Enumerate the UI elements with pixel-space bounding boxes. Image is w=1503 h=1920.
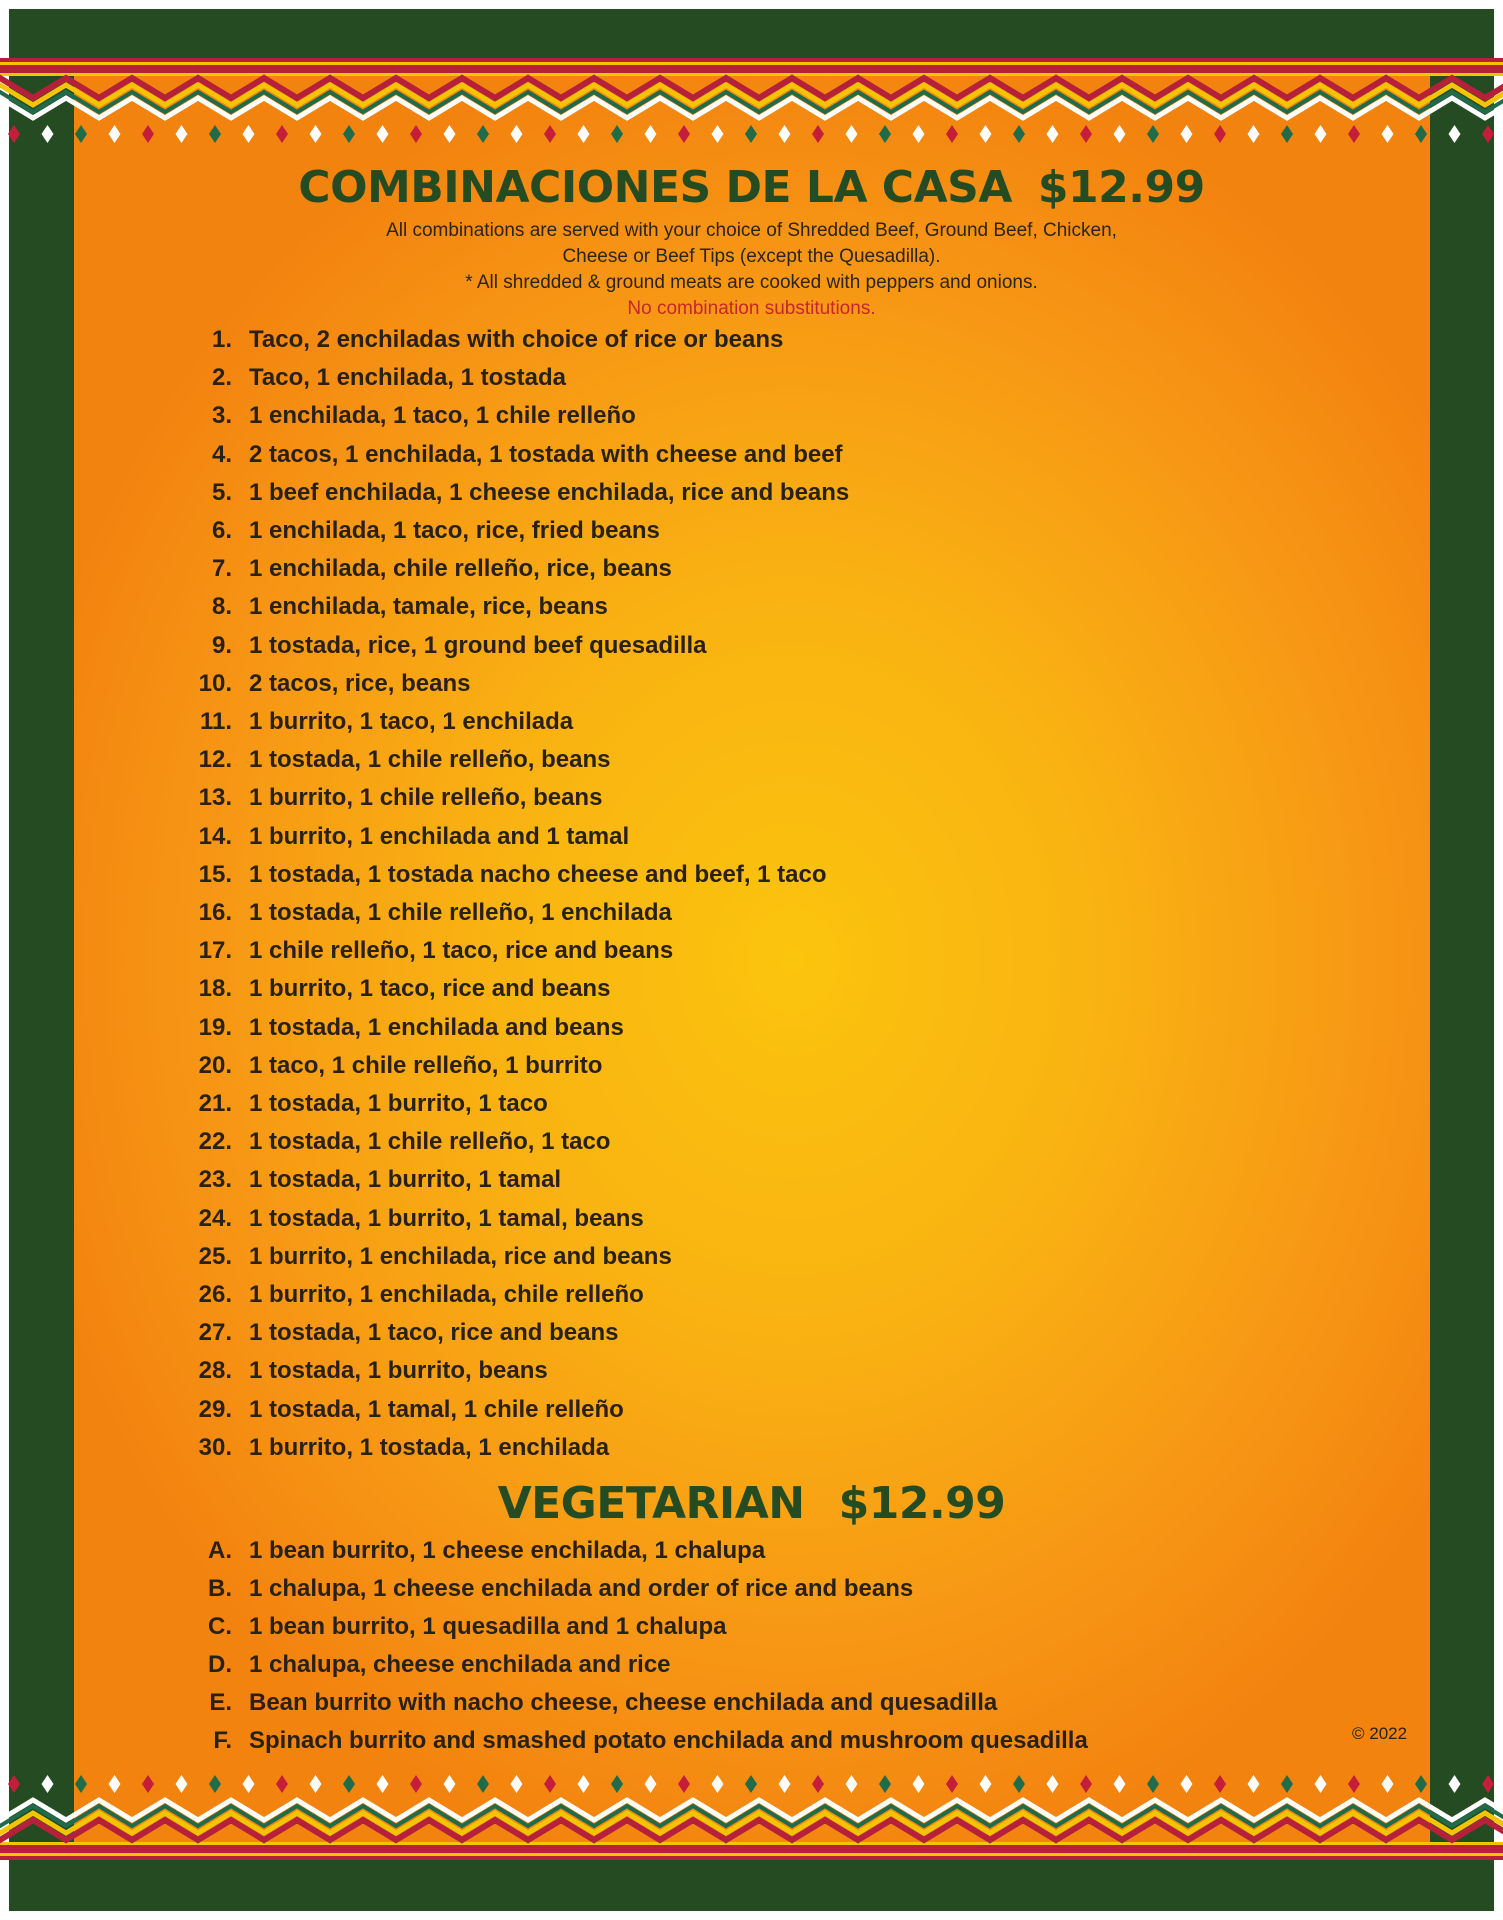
diamond-ornament: [745, 125, 757, 143]
combo-description: 1 burrito, 1 tostada, 1 enchilada: [249, 1433, 610, 1461]
combo-number: 24.: [198, 1204, 232, 1232]
combo-number: 7.: [211, 555, 232, 583]
vegetarian-description: 1 chalupa, cheese enchilada and rice: [249, 1651, 671, 1678]
combo-number: 23.: [198, 1166, 232, 1194]
title-text: COMBINACIONES DE LA CASA: [298, 162, 1012, 213]
diamond-ornament: [1248, 1775, 1260, 1793]
zigzag-line: [0, 78, 1503, 98]
intro-line: All combinations are served with your choice of Shredded Beef, Ground Beef, Chicken,: [386, 220, 1117, 241]
vegetarian-description: 1 bean burrito, 1 cheese enchilada, 1 chalupa: [249, 1537, 766, 1564]
diamond-ornament: [343, 125, 355, 143]
diamond-ornament: [1449, 125, 1461, 143]
diamond-ornament: [109, 1775, 121, 1793]
combo-number: 22.: [198, 1128, 232, 1156]
combo-description: 1 tostada, 1 tamal, 1 chile relleño: [249, 1395, 624, 1423]
combo-description: 1 burrito, 1 chile relleño, beans: [249, 784, 603, 812]
diamond-ornament: [8, 125, 20, 143]
diamond-ornament: [511, 1775, 523, 1793]
diamond-ornament: [1348, 125, 1360, 143]
diamond-ornament: [142, 125, 154, 143]
diamond-ornament: [276, 1775, 288, 1793]
border-stripe: [0, 62, 1503, 65]
vegetarian-description: 1 chalupa, 1 cheese enchilada and order of rice and beans: [249, 1575, 914, 1602]
diamond-ornament: [209, 125, 221, 143]
diamond-ornament: [1382, 1775, 1394, 1793]
combo-number: 2.: [211, 364, 232, 392]
combo-item: [0, 552, 1200, 586]
combo-item: [0, 1278, 1200, 1312]
combo-item: [0, 743, 1200, 777]
diamond-ornament: [611, 125, 623, 143]
diamond-ornament: [310, 125, 322, 143]
diamond-ornament: [1047, 125, 1059, 143]
combo-description: 1 taco, 1 chile relleño, 1 burrito: [249, 1051, 603, 1079]
diamond-ornament: [812, 1775, 824, 1793]
vegetarian-letter: E.: [209, 1689, 232, 1716]
combo-number: 18.: [198, 975, 232, 1003]
combo-number: 29.: [198, 1395, 232, 1423]
combo-item: [0, 1011, 1200, 1045]
border-stripe: [0, 1845, 1503, 1853]
diamond-ornament: [142, 1775, 154, 1793]
combo-number: 20.: [198, 1051, 232, 1079]
diamond-ornament: [779, 125, 791, 143]
diamond-ornament: [444, 125, 456, 143]
diamond-ornament: [1214, 125, 1226, 143]
combo-description: 1 beef enchilada, 1 cheese enchilada, rice and beans: [249, 478, 850, 506]
combo-item: [0, 705, 1200, 739]
combo-description: 1 burrito, 1 taco, 1 enchilada: [249, 708, 574, 735]
intro-text: [0, 218, 1503, 322]
diamond-ornament: [1114, 1775, 1126, 1793]
diamond-ornament: [410, 1775, 422, 1793]
vegetarian-price: $12.99: [838, 1478, 1006, 1529]
diamond-ornament: [1281, 1775, 1293, 1793]
combo-item: [0, 590, 1200, 624]
vegetarian-letter: B.: [208, 1575, 232, 1602]
combo-number: 26.: [198, 1281, 232, 1308]
vegetarian-letter: D.: [208, 1651, 232, 1678]
diamond-ornament: [745, 1775, 757, 1793]
combo-number: 10.: [198, 669, 232, 697]
combo-description: Taco, 1 enchilada, 1 tostada: [249, 364, 566, 392]
combo-description: 1 tostada, rice, 1 ground beef quesadilla: [249, 631, 707, 659]
diamond-ornament: [1080, 1775, 1092, 1793]
diamond-ornament: [645, 1775, 657, 1793]
border-stripe: [0, 1853, 1503, 1856]
diamond-ornament: [779, 1775, 791, 1793]
combo-item: [0, 514, 1200, 548]
diamond-ornament: [1248, 125, 1260, 143]
section-title-vegetarian: [0, 1478, 1503, 1529]
combo-number: 3.: [211, 402, 232, 430]
diamond-ornament: [1147, 125, 1159, 143]
vegetarian-letter: A.: [208, 1537, 232, 1564]
diamond-ornament: [846, 1775, 858, 1793]
combo-item: [0, 972, 1200, 1006]
combo-item: [0, 1163, 1200, 1197]
vegetarian-description: Spinach burrito and smashed potato enchilada and mushroom quesadilla: [249, 1727, 1088, 1754]
diamond-ornament: [879, 1775, 891, 1793]
diamond-ornament: [1181, 125, 1193, 143]
combo-description: 1 tostada, 1 chile relleño, 1 taco: [249, 1128, 611, 1156]
diamond-ornament: [209, 1775, 221, 1793]
combo-description: 1 burrito, 1 enchilada, chile relleño: [249, 1281, 644, 1308]
combo-item: [0, 820, 1200, 854]
combo-description: 1 tostada, 1 chile relleño, beans: [249, 746, 611, 774]
diamond-ornament: [343, 1775, 355, 1793]
combo-number: 9.: [211, 631, 232, 659]
diamond-ornament: [980, 1775, 992, 1793]
diamond-ornament: [75, 1775, 87, 1793]
diamond-ornament: [176, 1775, 188, 1793]
combo-number: 13.: [198, 784, 232, 812]
combo-number: 17.: [198, 937, 232, 965]
decorative-border-bottom: [0, 1768, 1503, 1860]
diamond-ornament: [544, 125, 556, 143]
diamond-ornament: [8, 1775, 20, 1793]
diamond-ornament: [678, 125, 690, 143]
diamond-ornament: [712, 1775, 724, 1793]
diamond-ornament: [477, 1775, 489, 1793]
vegetarian-item: [0, 1648, 1200, 1682]
combo-description: 1 tostada, 1 burrito, beans: [249, 1357, 548, 1385]
diamond-ornament: [879, 125, 891, 143]
combo-item: [0, 323, 1200, 357]
diamond-ornament: [243, 1775, 255, 1793]
border-stripe: [0, 65, 1503, 73]
diamond-ornament: [1080, 125, 1092, 143]
combo-number: 16.: [198, 899, 232, 926]
combo-item: [0, 781, 1200, 815]
diamond-ornament: [1114, 125, 1126, 143]
combo-item: [0, 361, 1200, 395]
diamond-ornament: [611, 1775, 623, 1793]
combo-item: [0, 629, 1200, 663]
combo-number: 21.: [198, 1090, 232, 1117]
combo-description: 1 tostada, 1 burrito, 1 tamal, beans: [249, 1204, 644, 1232]
diamond-ornament: [645, 125, 657, 143]
diamond-ornament: [846, 125, 858, 143]
combo-number: 4.: [211, 440, 232, 468]
combo-item: [0, 1202, 1200, 1236]
combo-number: 8.: [211, 593, 232, 621]
combo-item: [0, 1125, 1200, 1159]
diamond-ornament: [1449, 1775, 1461, 1793]
diamond-ornament: [1281, 125, 1293, 143]
combo-description: 1 chile relleño, 1 taco, rice and beans: [249, 937, 674, 965]
combo-description: 1 tostada, 1 burrito, 1 taco: [249, 1090, 548, 1117]
combo-number: 6.: [211, 517, 232, 544]
diamond-ornament: [477, 125, 489, 143]
diamond-ornament: [1013, 125, 1025, 143]
combo-description: 1 enchilada, 1 taco, rice, fried beans: [249, 517, 660, 544]
diamond-ornament: [377, 125, 389, 143]
diamond-ornament: [1482, 125, 1494, 143]
diamond-ornament: [812, 125, 824, 143]
vegetarian-description: Bean burrito with nacho cheese, cheese enchilada and quesadilla: [249, 1689, 998, 1716]
diamond-ornament: [678, 1775, 690, 1793]
diamond-ornament: [578, 125, 590, 143]
combo-description: 1 tostada, 1 chile relleño, 1 enchilada: [249, 899, 672, 926]
vegetarian-letter: F.: [213, 1727, 232, 1754]
combo-description: 1 enchilada, 1 taco, 1 chile relleño: [249, 402, 636, 430]
combo-description: Taco, 2 enchiladas with choice of rice or beans: [249, 326, 784, 353]
combo-description: 1 enchilada, tamale, rice, beans: [249, 593, 608, 621]
vegetarian-item: [0, 1686, 1200, 1720]
combo-number: 11.: [199, 708, 232, 735]
combo-number: 28.: [198, 1357, 232, 1385]
combo-item: [0, 858, 1200, 892]
diamond-ornament: [109, 125, 121, 143]
zigzag-line: [0, 1820, 1503, 1840]
combo-description: 1 tostada, 1 tostada nacho cheese and beef, 1 taco: [249, 860, 827, 888]
border-stripe: [0, 1842, 1503, 1845]
combo-item: [0, 1393, 1200, 1427]
diamond-ornament: [1415, 125, 1427, 143]
diamond-ornament: [511, 125, 523, 143]
copyright-notice: © 2022: [1352, 1724, 1408, 1743]
combo-item: [0, 896, 1200, 930]
vegetarian-item: [0, 1724, 1200, 1758]
diamond-ornament: [544, 1775, 556, 1793]
combo-item: [0, 1354, 1200, 1388]
combo-item: [0, 399, 1200, 433]
border-stripe: [0, 58, 1503, 62]
diamond-ornament: [578, 1775, 590, 1793]
diamond-ornament: [1047, 1775, 1059, 1793]
combo-number: 14.: [198, 822, 232, 850]
combo-number: 25.: [198, 1242, 232, 1270]
combo-number: 30.: [198, 1433, 232, 1461]
border-stripe: [0, 1856, 1503, 1860]
diamond-ornament: [946, 1775, 958, 1793]
combo-item: [0, 438, 1200, 472]
diamond-ornament: [1315, 1775, 1327, 1793]
combo-number: 15.: [198, 860, 232, 888]
combo-description: 1 burrito, 1 enchilada, rice and beans: [249, 1242, 672, 1270]
border-stripe: [0, 73, 1503, 76]
diamond-ornament: [913, 1775, 925, 1793]
combo-item: [0, 1240, 1200, 1274]
intro-line: Cheese or Beef Tips (except the Quesadilla).: [562, 246, 941, 267]
diamond-ornament: [946, 125, 958, 143]
combo-item: [0, 934, 1200, 968]
combo-description: 1 tostada, 1 enchilada and beans: [249, 1013, 624, 1041]
combo-description: 2 tacos, rice, beans: [249, 669, 471, 697]
combo-description: 1 burrito, 1 enchilada and 1 tamal: [249, 822, 630, 850]
combo-item: [0, 667, 1200, 701]
combo-description: 1 tostada, 1 taco, rice and beans: [249, 1319, 619, 1347]
vegetarian-letter: C.: [208, 1613, 232, 1640]
diamond-ornament: [42, 1775, 54, 1793]
diamond-ornament: [1147, 1775, 1159, 1793]
vegetarian-title-text: VEGETARIAN: [497, 1478, 805, 1529]
diamond-ornament: [176, 125, 188, 143]
combo-item: [0, 1431, 1200, 1465]
diamond-ornament: [1013, 1775, 1025, 1793]
diamond-ornament: [243, 125, 255, 143]
combo-number: 5.: [211, 478, 232, 506]
combo-description: 1 burrito, 1 taco, rice and beans: [249, 975, 611, 1003]
combo-number: 27.: [198, 1319, 232, 1347]
combo-number: 12.: [198, 746, 232, 774]
diamond-ornament: [276, 125, 288, 143]
section-title-combinaciones: [0, 162, 1503, 213]
intro-note: * All shredded & ground meats are cooked with peppers and onions.: [465, 272, 1038, 293]
diamond-ornament: [75, 125, 87, 143]
combo-item: [0, 1316, 1200, 1350]
diamond-ornament: [712, 125, 724, 143]
diamond-ornament: [1315, 125, 1327, 143]
diamond-ornament: [1482, 1775, 1494, 1793]
diamond-ornament: [444, 1775, 456, 1793]
vegetarian-item: [0, 1610, 1200, 1644]
diamond-ornament: [377, 1775, 389, 1793]
diamond-ornament: [1214, 1775, 1226, 1793]
no-substitution-warning: No combination substitutions.: [627, 298, 876, 319]
diamond-ornament: [1382, 125, 1394, 143]
vegetarian-item: [0, 1534, 1200, 1568]
combo-number: 1.: [211, 326, 232, 353]
combo-item: [0, 476, 1200, 510]
title-price: $12.99: [1037, 162, 1205, 213]
diamond-ornament: [42, 125, 54, 143]
combo-item: [0, 1087, 1200, 1121]
combo-description: 1 enchilada, chile relleño, rice, beans: [249, 555, 672, 583]
diamond-ornament: [1181, 1775, 1193, 1793]
diamond-ornament: [310, 1775, 322, 1793]
combo-item: [0, 1049, 1200, 1083]
combo-description: 2 tacos, 1 enchilada, 1 tostada with cheese and beef: [249, 440, 843, 468]
diamond-ornament: [1415, 1775, 1427, 1793]
diamond-ornament: [980, 125, 992, 143]
vegetarian-item: [0, 1572, 1200, 1606]
combo-description: 1 tostada, 1 burrito, 1 tamal: [249, 1166, 562, 1194]
decorative-border-top: [0, 58, 1503, 150]
diamond-ornament: [1348, 1775, 1360, 1793]
diamond-ornament: [913, 125, 925, 143]
combo-number: 19.: [198, 1013, 232, 1041]
diamond-ornament: [410, 125, 422, 143]
vegetarian-description: 1 bean burrito, 1 quesadilla and 1 chalupa: [249, 1613, 727, 1640]
